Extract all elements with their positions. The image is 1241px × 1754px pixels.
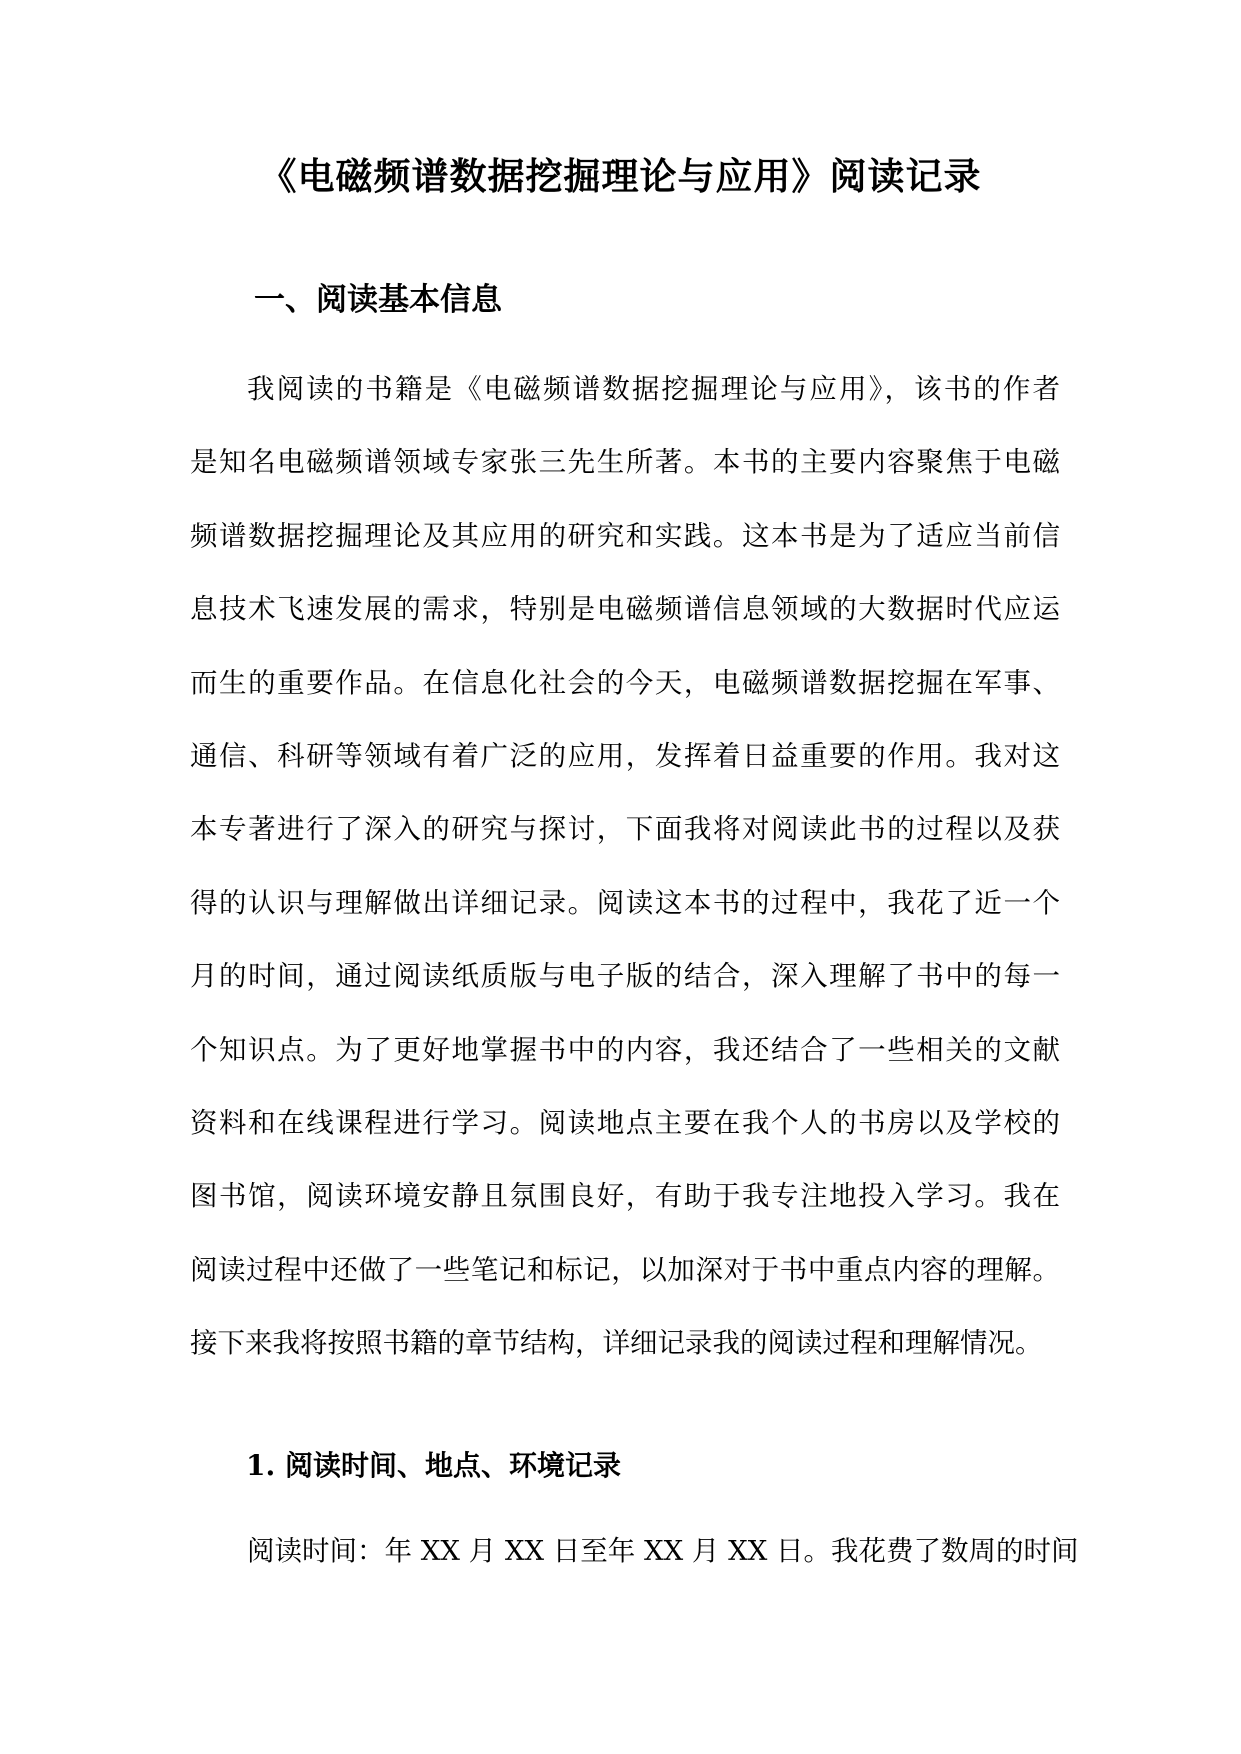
paragraph-line: 息技术飞速发展的需求，特别是电磁频谱信息领域的大数据时代应运: [190, 593, 1060, 626]
paragraph-line: 我阅读的书籍是《电磁频谱数据挖掘理论与应用》，该书的作者: [247, 373, 1060, 405]
paragraph-line: 阅读过程中还做了一些笔记和标记，以加深对于书中重点内容的理解。: [190, 1253, 1060, 1286]
subsection-heading-reading-time: 1. 阅读时间、地点、环境记录: [246, 1449, 621, 1482]
paragraph-line: 资料和在线课程进行学习。阅读地点主要在我个人的书房以及学校的: [190, 1106, 1060, 1139]
paragraph-line: 阅读时间：年 XX 月 XX 日至年 XX 月 XX 日。我花费了数周的时间: [247, 1535, 1079, 1567]
paragraph-line: 频谱数据挖掘理论及其应用的研究和实践。这本书是为了适应当前信: [190, 519, 1060, 552]
paragraph-line: 图书馆，阅读环境安静且氛围良好，有助于我专注地投入学习。我在: [190, 1180, 1060, 1213]
paragraph-line: 得的认识与理解做出详细记录。阅读这本书的过程中，我花了近一个: [190, 886, 1060, 919]
paragraph-line: 而生的重要作品。在信息化社会的今天，电磁频谱数据挖掘在军事、: [190, 666, 1060, 699]
section-heading-basic-info: 一、阅读基本信息: [254, 282, 502, 318]
paragraph-line: 月的时间，通过阅读纸质版与电子版的结合，深入理解了书中的每一: [190, 960, 1060, 993]
paragraph-line: 本专著进行了深入的研究与探讨，下面我将对阅读此书的过程以及获: [190, 813, 1060, 846]
document-title: 《电磁频谱数据挖掘理论与应用》阅读记录: [259, 154, 982, 198]
paragraph-reading-time: [190, 1515, 1079, 1588]
paragraph-line: 接下来我将按照书籍的章节结构，详细记录我的阅读过程和理解情况。: [190, 1327, 1043, 1360]
paragraph-line: 通信、科研等领域有着广泛的应用，发挥着日益重要的作用。我对这: [190, 739, 1060, 772]
paragraph-line: 个知识点。为了更好地掌握书中的内容，我还结合了一些相关的文献: [190, 1033, 1060, 1066]
paragraph-basic-info: [190, 353, 1060, 1380]
paragraph-line: 是知名电磁频谱领域专家张三先生所著。本书的主要内容聚焦于电磁: [190, 446, 1060, 479]
